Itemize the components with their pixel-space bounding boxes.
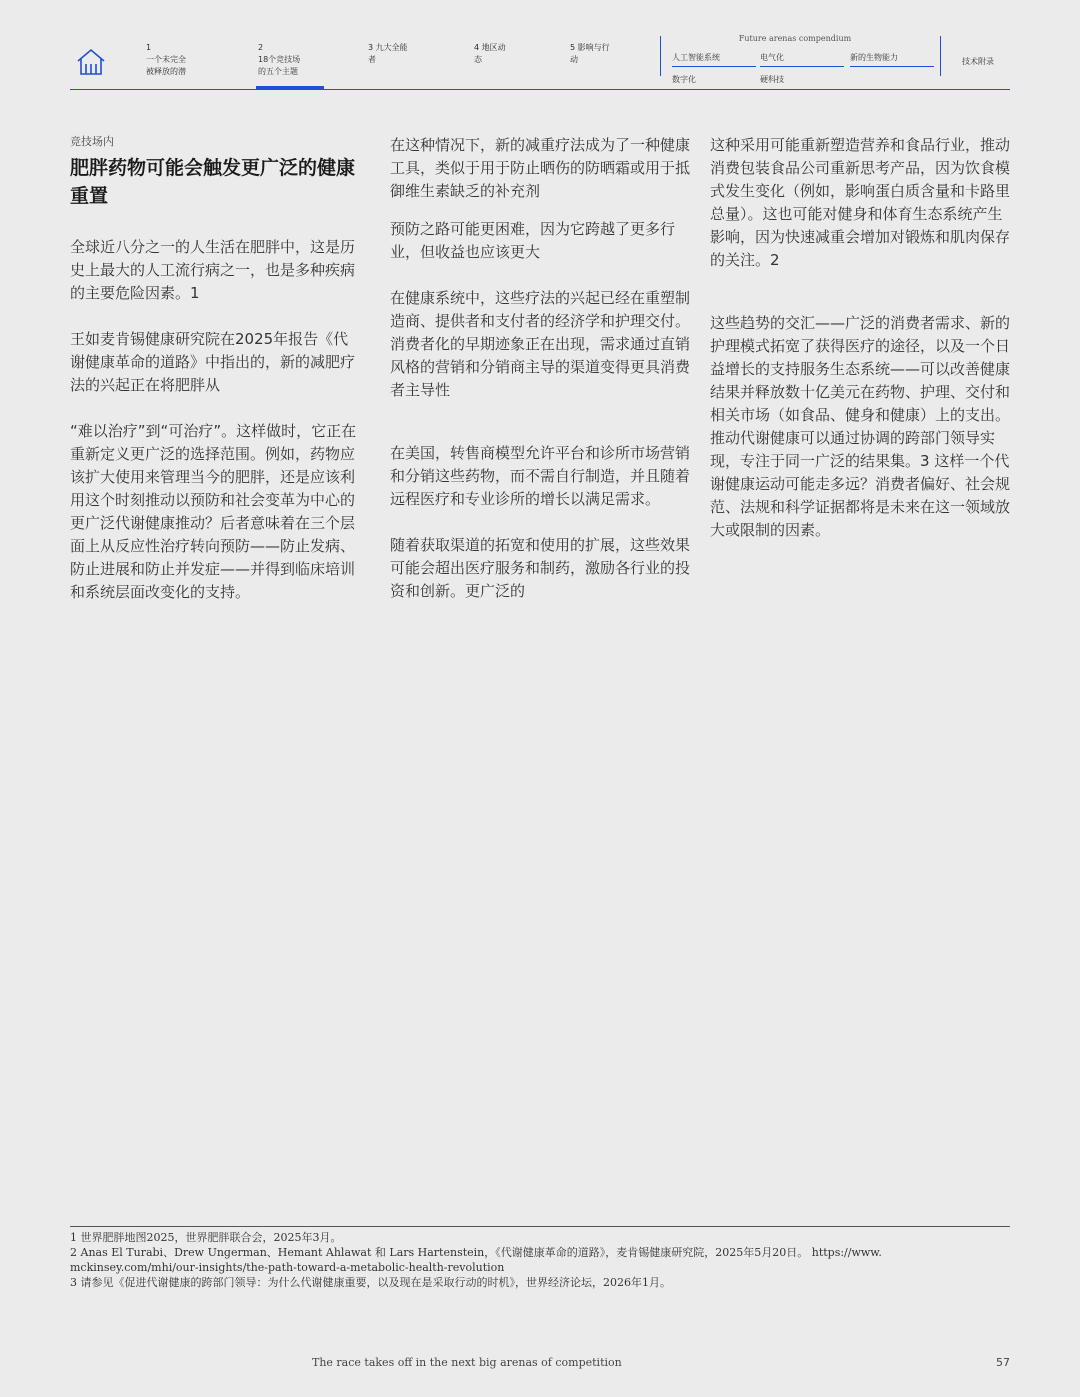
compendium-item-digital[interactable]: 数字化	[672, 75, 696, 84]
paragraph: 这种采用可能重新塑造营养和食品行业，推动消费包装食品公司重新思考产品，因为饮食模式发生变化（例如，影响蛋白质含量和卡路里总量）。这也可能对健身和体育生态系统产生影响，因为快速减重会增加对锻炼和肌肉保存的关注。2	[710, 136, 1011, 269]
article-headline: 肥胖药物可能会触发更广泛的健康重置	[70, 157, 356, 207]
nav-item-appendix[interactable]: 技术附录	[962, 57, 994, 66]
nav-item-5[interactable]	[570, 42, 634, 66]
nav-item-number: 1	[146, 43, 152, 52]
home-icon[interactable]	[76, 48, 106, 76]
nav-item-1[interactable]	[146, 42, 210, 78]
paragraph: “难以治疗”到“可治疗”。这样做时，它正在重新定义更广泛的选择范围。例如，药物应该扩大使用来管理当今的肥胖，还是应该利用这个时刻推动以预防和社会变革为中心的更广泛代谢健康推动？后者意味着在三个层面上从反应性治疗转向预防——防止发病、防止进展和防止并发症——并得到临床培训和系统层面改变化的支持。	[70, 422, 357, 601]
section-label: 竞技场内	[70, 135, 114, 148]
nav-divider	[940, 36, 941, 76]
compendium-underline	[760, 66, 844, 67]
nav-rule	[70, 89, 1010, 90]
compendium-underline	[672, 66, 756, 67]
nav-item-2[interactable]	[258, 42, 322, 78]
compendium-item-bio[interactable]: 新的生物能力	[850, 53, 898, 62]
paragraph: 随着获取渠道的拓宽和使用的扩展，这些效果可能会超出医疗服务和制药，激励各行业的投资和创新。更广泛的	[390, 536, 691, 600]
paragraph: 全球近八分之一的人生活在肥胖中，这是历史上最大的人工流行病之一，也是多种疾病的主要危险因素。1	[70, 238, 356, 302]
paragraph: 在健康系统中，这些疗法的兴起已经在重塑制造商、提供者和支付者的经济学和护理交付。消费者化的早期迹象正在出现，需求通过直销风格的营销和分销商主导的渠道变得更具消费者主导性	[390, 289, 691, 399]
paragraph: 在这种情况下，新的减重疗法成为了一种健康工具，类似于用于防止晒伤的防晒霜或用于抵御维生素缺乏的补充剂	[390, 136, 691, 200]
footnote-rule	[70, 1226, 1010, 1227]
article-column-2	[390, 134, 690, 626]
footnotes	[70, 1230, 1010, 1290]
article-column-1	[70, 134, 362, 627]
compendium-item-electrification[interactable]: 电气化	[760, 53, 784, 62]
footnote-1: 1 世界肥胖地图2025，世界肥胖联合会，2025年3月。	[70, 1231, 342, 1244]
compendium-item-ai[interactable]: 人工智能系统	[672, 53, 720, 62]
compendium-item-hardtech[interactable]: 硬科技	[760, 75, 784, 84]
nav-item-4[interactable]	[474, 42, 538, 66]
page-number: 57	[996, 1356, 1010, 1369]
nav-item-number: 2	[258, 43, 264, 52]
nav-item-label: 18个竞技场 的五个主题	[258, 55, 301, 76]
footnote-2: 2 Anas El Turabi、Drew Ungerman、Hemant Ahlawat 和 Lars Hartenstein，《代谢健康革命的道路》，麦肯锡健康研究院，2025年5月20日。 https://www.	[70, 1246, 882, 1259]
footer-title: The race takes off in the next big arenas of competition	[312, 1356, 622, 1369]
compendium-underline	[850, 66, 934, 67]
compendium-title: Future arenas compendium	[738, 34, 852, 43]
nav-item-label: 5 影响与行 动	[570, 43, 610, 64]
paragraph: 预防之路可能更困难，因为它跨越了更多行业，但收益也应该更大	[390, 220, 676, 261]
footnote-3: 3 请参见《促进代谢健康的跨部门领导：为什么代谢健康重要，以及现在是采取行动的时机》，世界经济论坛，2026年1月。	[70, 1276, 671, 1289]
nav-item-label: 4 地区动 态	[474, 43, 506, 64]
article-column-3	[710, 134, 1010, 565]
paragraph: 在美国，转售商模型允许平台和诊所市场营销和分销这些药物，而不需自行制造，并且随着远程医疗和专业诊所的增长以满足需求。	[390, 444, 691, 508]
paragraph: 王如麦肯锡健康研究院在2025年报告《代谢健康革命的道路》中指出的，新的减肥疗法的兴起正在将肥胖从	[70, 330, 356, 394]
paragraph: 这些趋势的交汇——广泛的消费者需求、新的护理模式拓宽了获得医疗的途径，以及一个日益增长的支持服务生态系统——可以改善健康结果并释放数十亿美元在药物、护理、交付和相关市场（如食品、健身和健康）上的支出。推动代谢健康可以通过协调的跨部门领导实现，专注于同一广泛的结果集。3 这样一个代谢健康运动可能走多远？消费者偏好、社会规范、法规和科学证据都将是未来在这一领域放大或限制的因素。	[710, 314, 1011, 539]
nav-item-3[interactable]	[368, 42, 432, 66]
nav-item-label: 一个未完全 被释放的潜	[146, 55, 186, 76]
nav-divider	[660, 36, 661, 76]
nav-item-label: 3 九大全能 者	[368, 43, 408, 64]
footnote-2-link[interactable]: mckinsey.com/mhi/our-insights/the-path-toward-a-metabolic-health-revolution	[70, 1261, 505, 1274]
top-navigation	[70, 30, 1010, 90]
